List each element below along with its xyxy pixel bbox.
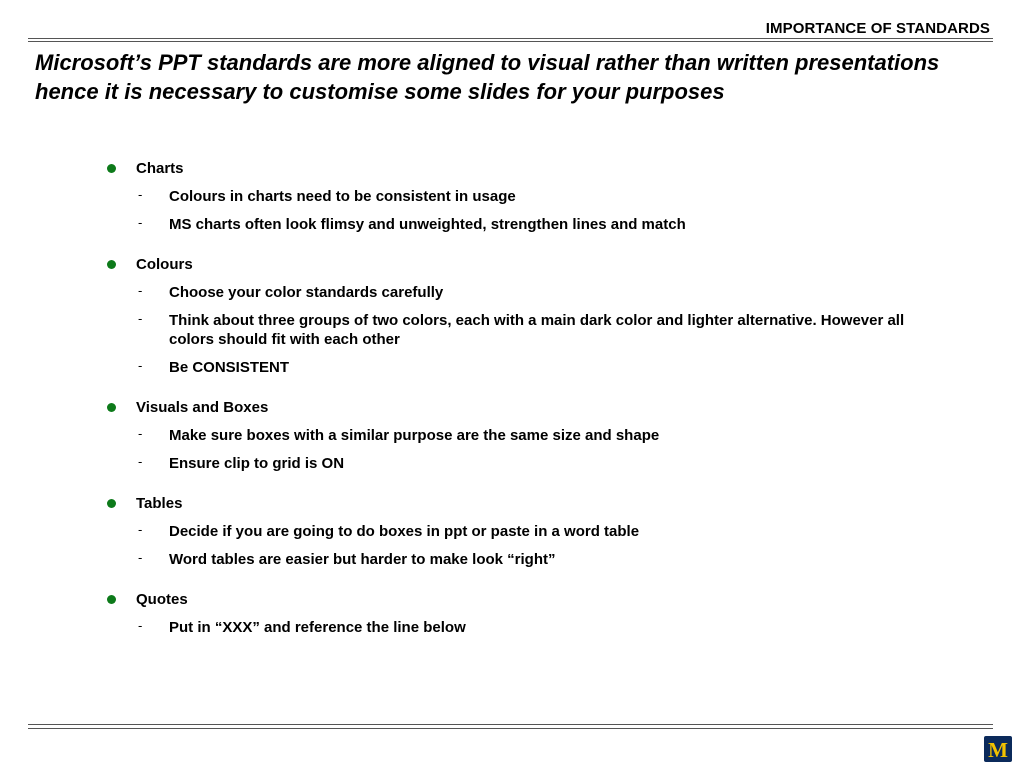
dash-marker: - <box>138 311 143 326</box>
green-bullet-icon <box>107 164 116 173</box>
green-bullet-icon <box>107 499 116 508</box>
sub-point-text: Put in “XXX” and reference the line below <box>169 619 466 636</box>
sub-point-list <box>104 426 944 473</box>
topic-heading <box>104 589 944 609</box>
dash-marker: - <box>138 215 143 230</box>
footer-rule <box>28 724 993 725</box>
topic-tables <box>104 493 944 569</box>
topic-heading <box>104 397 944 417</box>
dash-marker: - <box>138 358 143 373</box>
sub-point-text: Think about three groups of two colors, each with a main dark color and lighter alternative. However all colors should fit with each other <box>169 312 905 348</box>
sub-point <box>104 454 944 473</box>
dash-marker: - <box>138 426 143 441</box>
sub-point-list <box>104 522 944 569</box>
green-bullet-icon <box>107 260 116 269</box>
dash-marker: - <box>138 618 143 633</box>
topic-visuals-and-boxes <box>104 397 944 473</box>
dash-marker: - <box>138 550 143 565</box>
green-bullet-icon <box>107 403 116 412</box>
sub-point-text: Decide if you are going to do boxes in ppt or paste in a word table <box>169 523 640 540</box>
footer-rule-thin <box>28 728 993 729</box>
topic-quotes <box>104 589 944 637</box>
sub-point-list <box>104 283 944 377</box>
dash-marker: - <box>138 283 143 298</box>
topic-list <box>104 158 944 657</box>
sub-point-text: Word tables are easier but harder to make look “right” <box>169 551 556 568</box>
sub-point-text: MS charts often look flimsy and unweighted, strengthen lines and match <box>169 216 686 233</box>
topic-heading <box>104 254 944 274</box>
topic-label: Quotes <box>136 590 188 608</box>
topic-colours <box>104 254 944 377</box>
green-bullet-icon <box>107 595 116 604</box>
dash-marker: - <box>138 454 143 469</box>
topic-label: Tables <box>136 494 183 512</box>
header-rule <box>28 38 993 39</box>
topic-label: Charts <box>136 159 184 177</box>
topic-heading <box>104 158 944 178</box>
sub-point-text: Ensure clip to grid is ON <box>169 455 345 472</box>
sub-point <box>104 618 944 637</box>
dash-marker: - <box>138 187 143 202</box>
slide-headline: Microsoft’s PPT standards are more aligned to visual rather than written presentations hence it is necessary to customise some slides for your purposes <box>35 50 940 104</box>
sub-point-list <box>104 618 944 637</box>
sub-point <box>104 358 944 377</box>
sub-point <box>104 215 944 234</box>
block-m-logo-icon <box>984 736 1012 762</box>
sub-point-text: Choose your color standards carefully <box>169 284 444 301</box>
sub-point <box>104 522 944 541</box>
sub-point-list <box>104 187 944 234</box>
sub-point-text: Make sure boxes with a similar purpose are the same size and shape <box>169 427 660 444</box>
sub-point <box>104 187 944 206</box>
dash-marker: - <box>138 522 143 537</box>
slide-section-tag: IMPORTANCE OF STANDARDS <box>765 20 990 37</box>
sub-point <box>104 311 944 349</box>
header-rule-thin <box>28 41 993 42</box>
logo-letter: M <box>988 738 1008 762</box>
topic-label: Visuals and Boxes <box>136 398 269 416</box>
topic-label: Colours <box>136 255 193 273</box>
sub-point-text: Colours in charts need to be consistent in usage <box>169 188 516 205</box>
topic-charts <box>104 158 944 234</box>
sub-point <box>104 283 944 302</box>
topic-heading <box>104 493 944 513</box>
sub-point-text: Be CONSISTENT <box>169 359 290 376</box>
sub-point <box>104 426 944 445</box>
sub-point <box>104 550 944 569</box>
